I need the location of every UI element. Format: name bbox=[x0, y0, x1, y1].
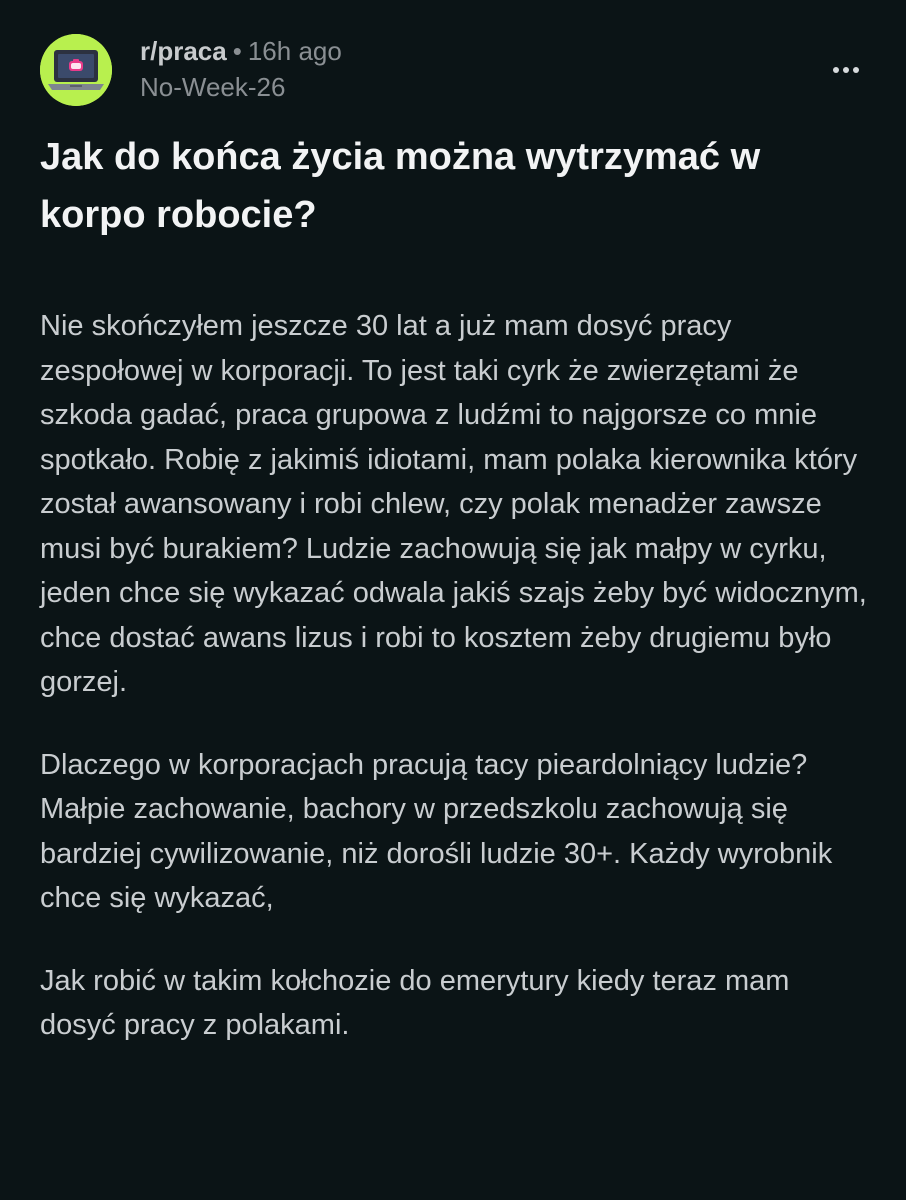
post-body bbox=[40, 304, 870, 1086]
subreddit-name[interactable]: r/praca bbox=[140, 36, 227, 66]
post-paragraph: Nie skończyłem jeszcze 30 lat a już mam dosyć pracy zespołowej w korporacji. To jest taki cyrk że zwierzętami że szkoda gadać, praca grupowa z ludźmi to najgorsze co mnie spotkało. Robię z jakimiś idiotami, mam polaka kierownika który został awansowany i robi chlew, czy polak menadżer zawsze musi być burakiem? Ludzie zachowują się jak małpy w cyrku, jeden chce się wykazać odwala jakiś szajs żeby być widocznym, chce dostać awans lizus i robi to kosztem żeby drugiemu było gorzej. bbox=[40, 310, 867, 698]
more-options-button[interactable] bbox=[826, 60, 866, 80]
more-options-icon-dot bbox=[843, 67, 849, 73]
post-title: Jak do końca życia można wytrzymać w korpo robocie? bbox=[40, 136, 761, 236]
laptop-icon bbox=[40, 34, 112, 106]
more-options-icon-dot bbox=[853, 67, 859, 73]
meta-line bbox=[140, 34, 342, 68]
post-time: 16h ago bbox=[247, 36, 342, 66]
post-author[interactable]: No-Week-26 bbox=[140, 72, 286, 102]
more-options-icon bbox=[833, 67, 839, 73]
meta-separator: • bbox=[232, 36, 242, 66]
subreddit-avatar[interactable] bbox=[40, 34, 112, 106]
post-meta bbox=[140, 34, 342, 104]
post-header bbox=[40, 34, 866, 114]
post-paragraph: Jak robić w takim kołchozie do emerytury kiedy teraz mam dosyć pracy z polakami. bbox=[40, 964, 790, 1041]
post-paragraph: Dlaczego w korporacjach pracują tacy pieardolniący ludzie? Małpie zachowanie, bachory w przedszkolu zachowują się bardziej cywilizowanie, niż dorośli ludzie 30+. Każdy wyrobnik chce się wykazać, bbox=[40, 748, 833, 914]
